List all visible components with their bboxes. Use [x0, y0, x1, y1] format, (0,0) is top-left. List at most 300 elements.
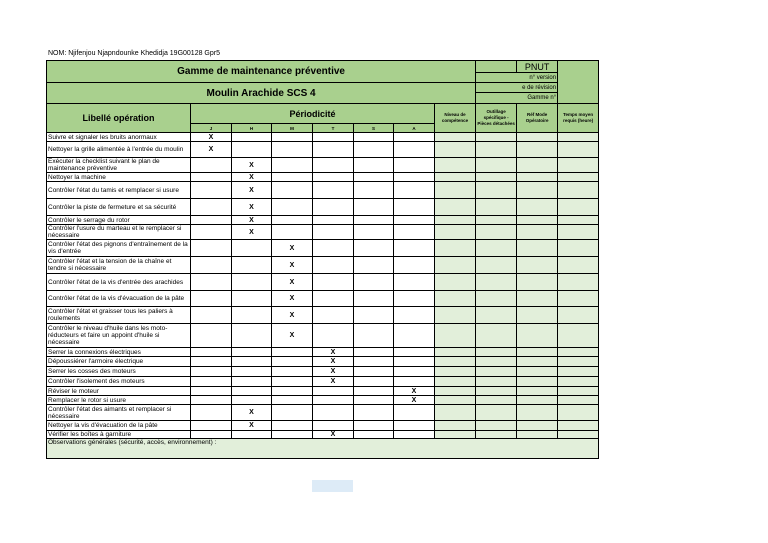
maintenance-table — [46, 60, 599, 459]
temps-cell[interactable] — [558, 357, 599, 367]
ref-mode-header: Réf Mode Opératoire — [517, 104, 558, 133]
table-row — [47, 225, 599, 240]
table-row — [47, 405, 599, 421]
periodicity-cell[interactable] — [191, 405, 232, 421]
operation-label[interactable]: Dépoussiérer l'armoire électrique — [47, 357, 191, 367]
periodicity-mark[interactable]: X — [313, 367, 354, 377]
libelle-header: Libellé opération — [47, 104, 191, 133]
outillage-cell[interactable] — [476, 367, 517, 377]
niveau-cell[interactable] — [435, 158, 476, 173]
operation-label[interactable]: Remplacer le rotor si usure — [47, 396, 191, 405]
operation-label[interactable]: Vérifier les boîtes à garniture — [47, 431, 191, 439]
periodicity-mark[interactable]: X — [232, 199, 272, 216]
periodicity-mark[interactable]: X — [272, 291, 313, 307]
periodicity-cell[interactable] — [394, 274, 435, 291]
niveau-cell[interactable] — [435, 396, 476, 405]
periodicity-cell[interactable] — [272, 396, 313, 405]
periodicity-cell[interactable] — [354, 396, 394, 405]
periodicity-cell[interactable] — [191, 216, 232, 225]
niveau-cell[interactable] — [435, 405, 476, 421]
temps-cell[interactable] — [558, 431, 599, 439]
table-row — [47, 421, 599, 431]
periodicity-mark[interactable]: X — [272, 274, 313, 291]
outillage-cell[interactable] — [476, 133, 517, 142]
periodicity-cell[interactable] — [394, 142, 435, 158]
periodicity-cell[interactable] — [191, 307, 232, 324]
periodicity-cell[interactable] — [272, 377, 313, 387]
periodicity-mark[interactable]: X — [272, 257, 313, 274]
niveau-cell[interactable] — [435, 367, 476, 377]
ref-mode-cell[interactable] — [517, 405, 558, 421]
period-header-s: S — [354, 124, 394, 133]
periodicity-cell[interactable] — [232, 291, 272, 307]
periodicity-cell[interactable] — [394, 216, 435, 225]
periodicity-cell[interactable] — [394, 182, 435, 199]
ref-mode-cell[interactable] — [517, 357, 558, 367]
periodicity-cell[interactable] — [394, 421, 435, 431]
periodicity-mark[interactable]: X — [394, 396, 435, 405]
periodicity-cell[interactable] — [272, 225, 313, 240]
table-row — [47, 240, 599, 257]
periodicity-cell[interactable] — [272, 367, 313, 377]
outillage-cell[interactable] — [476, 199, 517, 216]
period-header-j: J — [191, 124, 232, 133]
outillage-cell[interactable] — [476, 257, 517, 274]
periodicity-cell[interactable] — [191, 257, 232, 274]
table-row — [47, 182, 599, 199]
periodicity-mark[interactable]: X — [313, 377, 354, 387]
temps-cell[interactable] — [558, 405, 599, 421]
table-row — [47, 158, 599, 173]
table-row — [47, 367, 599, 377]
periodicity-cell[interactable] — [354, 257, 394, 274]
table-row — [47, 199, 599, 216]
periodicity-cell[interactable] — [232, 142, 272, 158]
periodicity-cell[interactable] — [354, 199, 394, 216]
periodicite-header: Périodicité — [191, 104, 435, 124]
temps-cell[interactable] — [558, 367, 599, 377]
periodicity-cell[interactable] — [313, 158, 354, 173]
period-header-a: A — [394, 124, 435, 133]
periodicity-cell[interactable] — [191, 421, 232, 431]
periodicity-cell[interactable] — [191, 377, 232, 387]
periodicity-cell[interactable] — [313, 387, 354, 396]
outillage-header: Outillage spécifique - Pièces détachées — [476, 104, 517, 133]
periodicity-cell[interactable] — [232, 357, 272, 367]
periodicity-cell[interactable] — [354, 133, 394, 142]
machine-name: Moulin Arachide SCS 4 — [47, 83, 476, 104]
outillage-cell[interactable] — [476, 431, 517, 439]
outillage-cell[interactable] — [476, 387, 517, 396]
periodicity-cell[interactable] — [313, 142, 354, 158]
temps-cell[interactable] — [558, 158, 599, 173]
outillage-cell[interactable] — [476, 240, 517, 257]
table-row — [47, 274, 599, 291]
table-row — [47, 377, 599, 387]
outillage-cell[interactable] — [476, 324, 517, 348]
periodicity-cell[interactable] — [232, 257, 272, 274]
ref-mode-cell[interactable] — [517, 182, 558, 199]
outillage-cell[interactable] — [476, 182, 517, 199]
table-row — [47, 173, 599, 182]
periodicity-cell[interactable] — [354, 158, 394, 173]
ref-mode-cell[interactable] — [517, 396, 558, 405]
outillage-cell[interactable] — [476, 142, 517, 158]
periodicity-cell[interactable] — [394, 324, 435, 348]
operation-label[interactable]: Réviser le moteur — [47, 387, 191, 396]
ref-mode-cell[interactable] — [517, 225, 558, 240]
outillage-cell[interactable] — [476, 291, 517, 307]
ref-mode-cell[interactable] — [517, 199, 558, 216]
niveau-cell[interactable] — [435, 421, 476, 431]
ref-mode-cell[interactable] — [517, 421, 558, 431]
operation-label[interactable]: Suivre et signaler les bruits anormaux — [47, 133, 191, 142]
periodicity-cell[interactable] — [313, 257, 354, 274]
periodicity-cell[interactable] — [313, 182, 354, 199]
periodicity-cell[interactable] — [313, 240, 354, 257]
temps-cell[interactable] — [558, 225, 599, 240]
periodicity-cell[interactable] — [313, 225, 354, 240]
ref-mode-cell[interactable] — [517, 431, 558, 439]
blank-cell — [476, 61, 517, 73]
periodicity-cell[interactable] — [313, 291, 354, 307]
selected-cell-highlight — [312, 480, 353, 492]
ref-mode-cell[interactable] — [517, 158, 558, 173]
operation-label[interactable]: Contrôler la piste de fermeture et sa sécurité — [47, 199, 191, 216]
table-row — [47, 396, 599, 405]
periodicity-mark[interactable]: X — [232, 182, 272, 199]
periodicity-mark[interactable]: X — [191, 142, 232, 158]
temps-cell[interactable] — [558, 421, 599, 431]
niveau-header: Niveau de compétence — [435, 104, 476, 133]
periodicity-cell[interactable] — [313, 173, 354, 182]
niveau-cell[interactable] — [435, 357, 476, 367]
outillage-cell[interactable] — [476, 357, 517, 367]
ref-mode-cell[interactable] — [517, 348, 558, 357]
period-header-m: M — [272, 124, 313, 133]
periodicity-cell[interactable] — [272, 387, 313, 396]
outillage-cell[interactable] — [476, 421, 517, 431]
periodicity-cell[interactable] — [394, 348, 435, 357]
periodicity-cell[interactable] — [354, 421, 394, 431]
periodicity-cell[interactable] — [191, 240, 232, 257]
table-row — [47, 291, 599, 307]
periodicity-cell[interactable] — [354, 307, 394, 324]
niveau-cell[interactable] — [435, 431, 476, 439]
temps-cell[interactable] — [558, 377, 599, 387]
table-row — [47, 357, 599, 367]
periodicity-cell[interactable] — [354, 377, 394, 387]
operation-label[interactable]: Contrôler le serrage du rotor — [47, 216, 191, 225]
periodicity-cell[interactable] — [232, 387, 272, 396]
periodicity-cell[interactable] — [354, 387, 394, 396]
version-label: n° version — [476, 73, 558, 83]
ref-mode-cell[interactable] — [517, 240, 558, 257]
periodicity-cell[interactable] — [313, 324, 354, 348]
niveau-cell[interactable] — [435, 324, 476, 348]
periodicity-cell[interactable] — [232, 133, 272, 142]
periodicity-mark[interactable]: X — [232, 225, 272, 240]
periodicity-cell[interactable] — [191, 387, 232, 396]
periodicity-cell[interactable] — [313, 199, 354, 216]
periodicity-cell[interactable] — [354, 357, 394, 367]
periodicity-cell[interactable] — [232, 377, 272, 387]
operation-label[interactable]: Contrôler l'isolement des moteurs — [47, 377, 191, 387]
operation-label[interactable]: Contrôler l'état et la tension de la chaîne et tendre si nécessaire — [47, 257, 191, 274]
niveau-cell[interactable] — [435, 133, 476, 142]
periodicity-cell[interactable] — [191, 182, 232, 199]
ref-mode-cell[interactable] — [517, 133, 558, 142]
periodicity-cell[interactable] — [232, 367, 272, 377]
outillage-cell[interactable] — [476, 173, 517, 182]
table-row — [47, 387, 599, 396]
periodicity-cell[interactable] — [394, 291, 435, 307]
periodicity-cell[interactable] — [394, 405, 435, 421]
table-row — [47, 324, 599, 348]
niveau-cell[interactable] — [435, 240, 476, 257]
observations-field[interactable]: Observations générales (sécurité, accès, environnement) : — [47, 439, 599, 459]
table-row — [47, 133, 599, 142]
operation-label[interactable]: Contrôler l'usure du marteau et le remplacer si nécessaire — [47, 225, 191, 240]
outillage-cell[interactable] — [476, 377, 517, 387]
niveau-cell[interactable] — [435, 307, 476, 324]
periodicity-cell[interactable] — [232, 240, 272, 257]
ref-mode-cell[interactable] — [517, 367, 558, 377]
periodicity-cell[interactable] — [313, 421, 354, 431]
temps-cell[interactable] — [558, 182, 599, 199]
student-name: NOM: Njifenjou Njapndounke Khedidja 19G00128 Gpr5 — [48, 50, 220, 57]
operation-label[interactable]: Contrôler l'état des aimants et remplacer si nécessaire — [47, 405, 191, 421]
ref-mode-cell[interactable] — [517, 274, 558, 291]
periodicity-cell[interactable] — [272, 182, 313, 199]
periodicity-cell[interactable] — [354, 142, 394, 158]
niveau-cell[interactable] — [435, 257, 476, 274]
operation-label[interactable]: Serrer la connexions électriques — [47, 348, 191, 357]
periodicity-cell[interactable] — [354, 182, 394, 199]
table-row — [47, 142, 599, 158]
ref-mode-cell[interactable] — [517, 142, 558, 158]
gamme-number-label: Gamme n° — [476, 93, 558, 104]
niveau-cell[interactable] — [435, 274, 476, 291]
periodicity-cell[interactable] — [272, 133, 313, 142]
periodicity-cell[interactable] — [191, 324, 232, 348]
niveau-cell[interactable] — [435, 199, 476, 216]
temps-cell[interactable] — [558, 216, 599, 225]
periodicity-mark[interactable]: X — [313, 431, 354, 439]
periodicity-cell[interactable] — [313, 274, 354, 291]
operation-label[interactable]: Contrôler l'état et graisser tous les paliers à roulements — [47, 307, 191, 324]
periodicity-mark[interactable]: X — [313, 357, 354, 367]
periodicity-mark[interactable]: X — [232, 216, 272, 225]
periodicity-cell[interactable] — [272, 431, 313, 439]
niveau-cell[interactable] — [435, 142, 476, 158]
periodicity-mark[interactable]: X — [232, 173, 272, 182]
periodicity-cell[interactable] — [354, 367, 394, 377]
periodicity-cell[interactable] — [232, 274, 272, 291]
periodicity-cell[interactable] — [272, 158, 313, 173]
temps-cell[interactable] — [558, 307, 599, 324]
periodicity-mark[interactable]: X — [313, 348, 354, 357]
temps-cell[interactable] — [558, 173, 599, 182]
ref-mode-cell[interactable] — [517, 307, 558, 324]
temps-cell[interactable] — [558, 257, 599, 274]
periodicity-mark[interactable]: X — [272, 324, 313, 348]
niveau-cell[interactable] — [435, 173, 476, 182]
periodicity-cell[interactable] — [394, 307, 435, 324]
periodicity-cell[interactable] — [394, 158, 435, 173]
periodicity-cell[interactable] — [191, 274, 232, 291]
ref-mode-cell[interactable] — [517, 216, 558, 225]
operation-label[interactable]: Exécuter la checklist suivant le plan de maintenance préventive — [47, 158, 191, 173]
periodicity-cell[interactable] — [191, 199, 232, 216]
period-header-t: T — [313, 124, 354, 133]
operation-label[interactable]: Nettoyer la grille alimentée à l'entrée du moulin — [47, 142, 191, 158]
operation-label[interactable]: Serrer les cosses des moteurs — [47, 367, 191, 377]
niveau-cell[interactable] — [435, 291, 476, 307]
ref-mode-cell[interactable] — [517, 173, 558, 182]
temps-cell[interactable] — [558, 274, 599, 291]
temps-cell[interactable] — [558, 199, 599, 216]
operation-label[interactable]: Nettoyer la vis d'évacuation de la pâte — [47, 421, 191, 431]
ref-mode-cell[interactable] — [517, 324, 558, 348]
periodicity-cell[interactable] — [272, 348, 313, 357]
operation-label[interactable]: Contrôler le niveau d'huile dans les moto-réducteurs et faire un appoint d'huile si nécessaire — [47, 324, 191, 348]
periodicity-cell[interactable] — [232, 348, 272, 357]
periodicity-cell[interactable] — [394, 357, 435, 367]
periodicity-mark[interactable]: X — [272, 307, 313, 324]
periodicity-cell[interactable] — [394, 431, 435, 439]
blank-cell — [558, 61, 599, 104]
table-row — [47, 307, 599, 324]
periodicity-cell[interactable] — [272, 405, 313, 421]
operation-label[interactable]: Contrôler l'état du tamis et remplacer si usure — [47, 182, 191, 199]
periodicity-cell[interactable] — [191, 225, 232, 240]
temps-cell[interactable] — [558, 291, 599, 307]
niveau-cell[interactable] — [435, 348, 476, 357]
document-title: Gamme de maintenance préventive — [47, 61, 476, 83]
periodicity-mark[interactable]: X — [394, 387, 435, 396]
revision-date-label: e de révision — [476, 83, 558, 93]
outillage-cell[interactable] — [476, 307, 517, 324]
table-row — [47, 348, 599, 357]
periodicity-cell[interactable] — [232, 431, 272, 439]
periodicity-cell[interactable] — [354, 173, 394, 182]
temps-cell[interactable] — [558, 133, 599, 142]
temps-cell[interactable] — [558, 348, 599, 357]
ref-mode-cell[interactable] — [517, 377, 558, 387]
periodicity-cell[interactable] — [354, 291, 394, 307]
periodicity-cell[interactable] — [191, 291, 232, 307]
niveau-cell[interactable] — [435, 216, 476, 225]
ref-mode-cell[interactable] — [517, 257, 558, 274]
table-row — [47, 431, 599, 439]
periodicity-cell[interactable] — [394, 367, 435, 377]
periodicity-cell[interactable] — [354, 216, 394, 225]
outillage-cell[interactable] — [476, 274, 517, 291]
temps-cell[interactable] — [558, 240, 599, 257]
periodicity-mark[interactable]: X — [232, 158, 272, 173]
periodicity-cell[interactable] — [354, 324, 394, 348]
temps-cell[interactable] — [558, 142, 599, 158]
temps-cell[interactable] — [558, 324, 599, 348]
outillage-cell[interactable] — [476, 405, 517, 421]
periodicity-cell[interactable] — [394, 173, 435, 182]
operation-label[interactable]: Nettoyer la machine — [47, 173, 191, 182]
periodicity-mark[interactable]: X — [272, 240, 313, 257]
periodicity-cell[interactable] — [272, 173, 313, 182]
periodicity-cell[interactable] — [191, 348, 232, 357]
period-header-h: H — [232, 124, 272, 133]
periodicity-cell[interactable] — [191, 396, 232, 405]
niveau-cell[interactable] — [435, 377, 476, 387]
periodicity-cell[interactable] — [191, 173, 232, 182]
maintenance-sheet — [46, 60, 598, 459]
periodicity-cell[interactable] — [272, 142, 313, 158]
operation-label[interactable]: Contrôler l'état des pignons d'entraînement de la vis d'entrée — [47, 240, 191, 257]
periodicity-mark[interactable]: X — [232, 405, 272, 421]
periodicity-cell[interactable] — [313, 133, 354, 142]
outillage-cell[interactable] — [476, 396, 517, 405]
periodicity-cell[interactable] — [191, 431, 232, 439]
periodicity-cell[interactable] — [313, 307, 354, 324]
operation-label[interactable]: Contrôler l'état de la vis d'entrée des arachides — [47, 274, 191, 291]
periodicity-cell[interactable] — [272, 216, 313, 225]
periodicity-cell[interactable] — [191, 158, 232, 173]
periodicity-cell[interactable] — [394, 257, 435, 274]
periodicity-cell[interactable] — [272, 199, 313, 216]
periodicity-cell[interactable] — [272, 357, 313, 367]
temps-cell[interactable] — [558, 387, 599, 396]
periodicity-cell[interactable] — [354, 348, 394, 357]
periodicity-cell[interactable] — [354, 274, 394, 291]
temps-cell[interactable] — [558, 396, 599, 405]
outillage-cell[interactable] — [476, 158, 517, 173]
periodicity-cell[interactable] — [191, 367, 232, 377]
periodicity-mark[interactable]: X — [232, 421, 272, 431]
periodicity-cell[interactable] — [354, 431, 394, 439]
outillage-cell[interactable] — [476, 348, 517, 357]
periodicity-cell[interactable] — [394, 225, 435, 240]
table-row — [47, 216, 599, 225]
periodicity-cell[interactable] — [191, 357, 232, 367]
periodicity-cell[interactable] — [394, 377, 435, 387]
periodicity-cell[interactable] — [394, 133, 435, 142]
periodicity-cell[interactable] — [313, 405, 354, 421]
outillage-cell[interactable] — [476, 225, 517, 240]
periodicity-cell[interactable] — [232, 324, 272, 348]
periodicity-cell[interactable] — [272, 421, 313, 431]
outillage-cell[interactable] — [476, 216, 517, 225]
periodicity-cell[interactable] — [394, 199, 435, 216]
ref-mode-cell[interactable] — [517, 291, 558, 307]
periodicity-cell[interactable] — [354, 225, 394, 240]
operation-label[interactable]: Contrôler l'état de la vis d'évacuation de la pâte — [47, 291, 191, 307]
periodicity-cell[interactable] — [313, 216, 354, 225]
periodicity-cell[interactable] — [354, 240, 394, 257]
periodicity-cell[interactable] — [232, 396, 272, 405]
table-row — [47, 257, 599, 274]
periodicity-cell[interactable] — [313, 396, 354, 405]
ref-mode-cell[interactable] — [517, 387, 558, 396]
niveau-cell[interactable] — [435, 387, 476, 396]
periodicity-cell[interactable] — [394, 240, 435, 257]
niveau-cell[interactable] — [435, 182, 476, 199]
pnut-label: PNUT — [517, 61, 558, 73]
periodicity-mark[interactable]: X — [191, 133, 232, 142]
periodicity-cell[interactable] — [232, 307, 272, 324]
niveau-cell[interactable] — [435, 225, 476, 240]
periodicity-cell[interactable] — [354, 405, 394, 421]
